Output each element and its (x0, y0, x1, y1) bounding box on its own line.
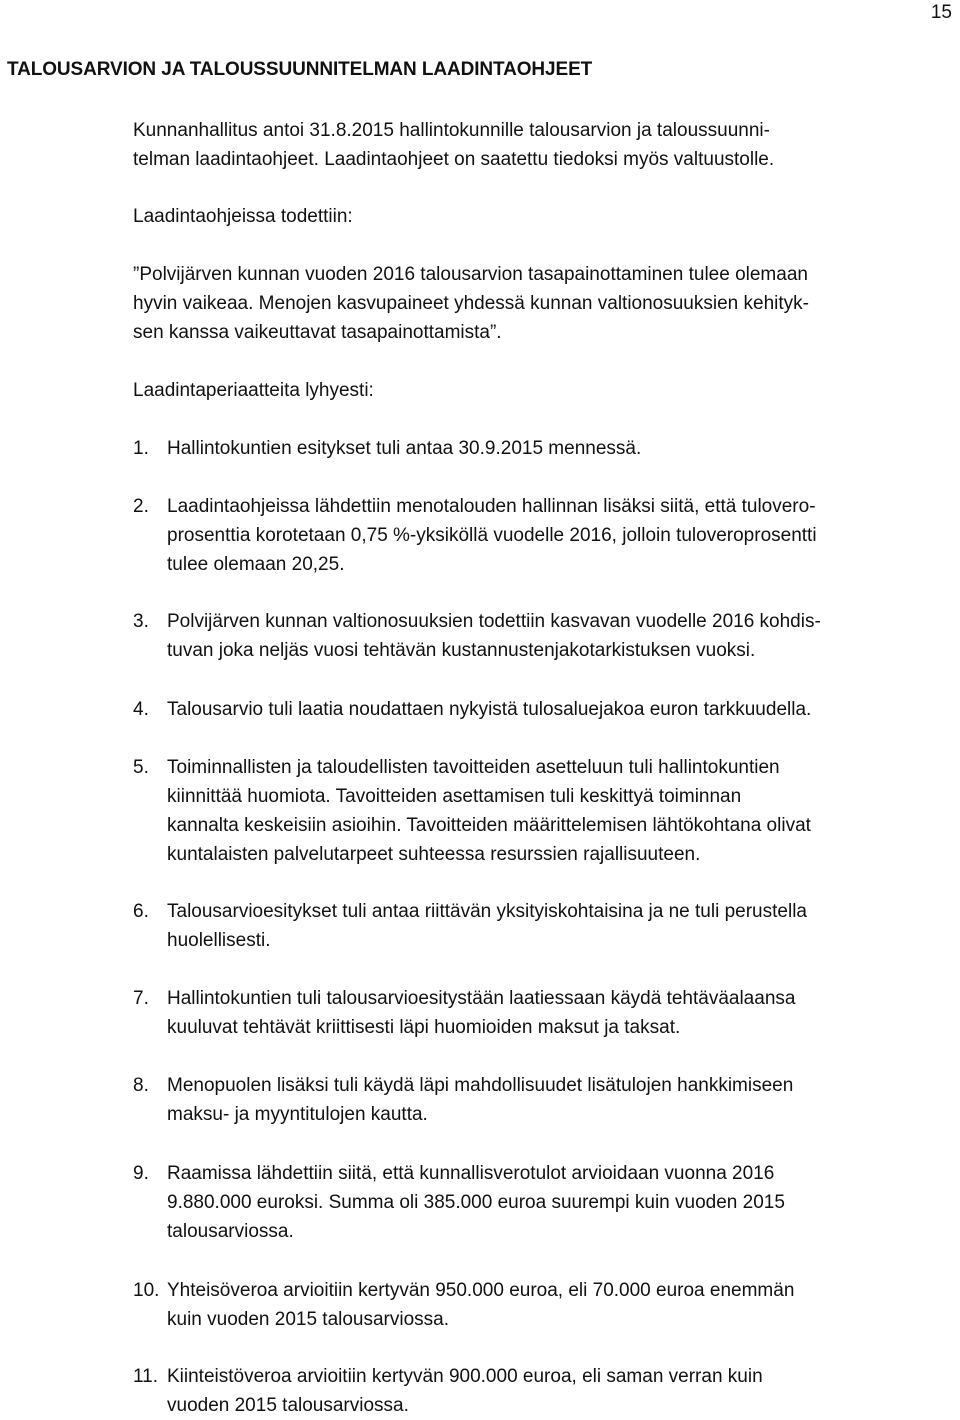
list-item-2 (133, 492, 933, 579)
list-item-number: 3. (133, 611, 149, 632)
list-item-line: tulee olemaan 20,25. (167, 554, 345, 575)
list-item-line: kuin vuoden 2015 talousarviossa. (167, 1309, 450, 1330)
intro-line: telman laadintaohjeet. Laadintaohjeet on saatettu tiedoksi myös valtuustolle. (133, 149, 775, 170)
list-item-line: Polvijärven kunnan valtionosuuksien todettiin kasvavan vuodelle 2016 kohdis- (167, 611, 821, 632)
list-item-6 (133, 897, 933, 955)
list-item-11 (133, 1362, 933, 1420)
document-heading: TALOUSARVION JA TALOUSSUUNNITELMAN LAADINTAOHJEET (7, 59, 593, 80)
quote-paragraph (133, 260, 933, 347)
principles-label: Laadintaperiaatteita lyhyesti: (133, 380, 374, 401)
list-item-line: Menopuolen lisäksi tuli käydä läpi mahdollisuudet lisätulojen hankkimiseen (167, 1075, 794, 1096)
page-number: 15 (930, 2, 952, 23)
intro-paragraph (133, 116, 933, 174)
list-item-8 (133, 1071, 933, 1129)
list-item-line: Hallintokuntien esitykset tuli antaa 30.9.2015 mennessä. (167, 438, 642, 459)
list-item-line: Laadintaohjeissa lähdettiin menotalouden hallinnan lisäksi siitä, että tulovero- (167, 496, 816, 517)
list-item-number: 6. (133, 901, 149, 922)
list-item-number: 1. (133, 438, 149, 459)
list-item-number: 10. (133, 1280, 160, 1301)
list-item-9 (133, 1159, 933, 1246)
list-item-line: kannalta keskeisiin asioihin. Tavoitteiden määrittelemisen lähtökohtana olivat (167, 815, 811, 836)
list-item-line: kiinnittää huomiota. Tavoitteiden asettamisen tuli keskittyä toiminnan (167, 786, 742, 807)
list-item-10 (133, 1276, 933, 1334)
list-item-line: Toiminnallisten ja taloudellisten tavoitteiden asetteluun tuli hallintokuntien (167, 757, 780, 778)
quote-line: hyvin vaikeaa. Menojen kasvupaineet yhdessä kunnan valtionosuuksien kehityk- (133, 293, 809, 314)
list-item-number: 8. (133, 1075, 149, 1096)
list-item-line: Hallintokuntien tuli talousarvioesitystään laatiessaan käydä tehtäväalaansa (167, 988, 796, 1009)
list-item-line: tuvan joka neljäs vuosi tehtävän kustannustenjakotarkistuksen vuoksi. (167, 640, 756, 661)
list-item-number: 5. (133, 757, 149, 778)
noted-label: Laadintaohjeissa todettiin: (133, 206, 353, 227)
list-item-line: Kiinteistöveroa arvioitiin kertyvän 900.000 euroa, eli saman verran kuin (167, 1366, 763, 1387)
list-item-line: maksu- ja myyntitulojen kautta. (167, 1104, 428, 1125)
list-item-number: 2. (133, 496, 149, 517)
list-item-5 (133, 753, 933, 869)
list-item-line: kuntalaisten palvelutarpeet suhteessa resurssien rajallisuuteen. (167, 844, 701, 865)
list-item-number: 9. (133, 1163, 149, 1184)
quote-line: sen kanssa vaikeuttavat tasapainottamista”. (133, 322, 502, 343)
list-item-line: Yhteisöveroa arvioitiin kertyvän 950.000 euroa, eli 70.000 euroa enemmän (167, 1280, 795, 1301)
list-item-4 (133, 695, 933, 724)
list-item-number: 11. (133, 1366, 159, 1387)
list-item-7 (133, 984, 933, 1042)
list-item-3 (133, 607, 933, 665)
list-item-line: vuoden 2015 talousarviossa. (167, 1395, 409, 1416)
list-item-line: huolellisesti. (167, 930, 271, 951)
list-item-number: 4. (133, 699, 149, 720)
quote-line: ”Polvijärven kunnan vuoden 2016 talousarvion tasapainottaminen tulee olemaan (133, 264, 808, 285)
list-item-line: talousarviossa. (167, 1221, 294, 1242)
list-item-line: Talousarvioesitykset tuli antaa riittävän yksityiskohtaisina ja ne tuli perustella (167, 901, 807, 922)
intro-line: Kunnanhallitus antoi 31.8.2015 hallintokunnille talousarvion ja taloussuunni- (133, 120, 770, 141)
list-item-line: 9.880.000 euroksi. Summa oli 385.000 euroa suurempi kuin vuoden 2015 (167, 1192, 785, 1213)
list-item-line: prosenttia korotetaan 0,75 %-yksiköllä vuodelle 2016, jolloin tuloveroprosentti (167, 525, 817, 546)
list-item-line: Talousarvio tuli laatia noudattaen nykyistä tulosaluejakoa euron tarkkuudella. (167, 699, 812, 720)
list-item-1 (133, 434, 933, 463)
list-item-number: 7. (133, 988, 149, 1009)
list-item-line: Raamissa lähdettiin siitä, että kunnallisverotulot arvioidaan vuonna 2016 (167, 1163, 775, 1184)
list-item-line: kuuluvat tehtävät kriittisesti läpi huomioiden maksut ja taksat. (167, 1017, 681, 1038)
